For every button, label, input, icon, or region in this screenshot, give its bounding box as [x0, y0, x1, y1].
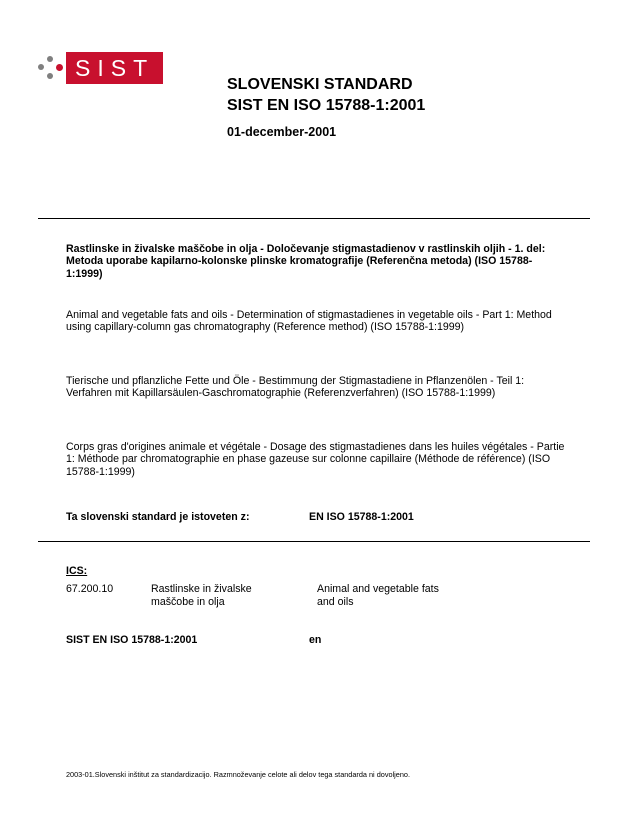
- logo-dot-icon: [47, 56, 53, 62]
- title-slovenian: Rastlinske in živalske maščobe in olja - Določevanje stigmastadienov v rastlinskih oljih - 1. del: Metoda uporabe kapilarno-kolonske plinske kromatografije (Referenčna metoda) (ISO 15788-1:1999): [66, 243, 546, 280]
- ics-en-line1: Animal and vegetable fats: [317, 583, 439, 595]
- divider-bottom: [38, 541, 590, 542]
- title-french: Corps gras d'origines animale et végétale - Dosage des stigmastadienes dans les huiles végétales - Partie 1: Méthode par chromatographie en phase gazeuse sur colonne capillaire (Méthode de référence) (ISO 15788-1:1999): [66, 441, 565, 478]
- title-german: Tierische und pflanzliche Fette und Öle - Bestimmung der Stigmastadiene in Pflanzenölen - Teil 1: Verfahren mit Kapillarsäulen-Gaschromatographie (Referenzverfahren) (ISO 15788-1:1999): [66, 375, 525, 400]
- ics-code: 67.200.10: [66, 583, 114, 595]
- sist-logo: [38, 52, 168, 84]
- standard-id: SIST EN ISO 15788-1:2001: [227, 97, 426, 114]
- standard-date: 01-december-2001: [227, 125, 337, 139]
- footer-notice: 2003-01.Slovenski inštitut za standardizacijo. Razmnoževanje celote ali delov tega standarda ni dovoljeno.: [66, 770, 410, 779]
- title-english: Animal and vegetable fats and oils - Determination of stigmastadienes in vegetable oils - Part 1: Method using capillary-column gas chromatography (Reference method) (ISO 15788-1:1999): [66, 309, 552, 334]
- identical-value: EN ISO 15788-1:2001: [309, 511, 414, 523]
- logo-dot-icon: [38, 64, 44, 70]
- standard-type: SLOVENSKI STANDARD: [227, 76, 413, 93]
- logo-dot-icon: [47, 73, 53, 79]
- identical-label: Ta slovenski standard je istoveten z:: [66, 511, 250, 523]
- ics-sl-line2: maščobe in olja: [151, 596, 225, 608]
- ics-heading: ICS:: [66, 565, 88, 577]
- divider-top: [38, 218, 590, 219]
- logo-dot-icon: [56, 64, 63, 71]
- bottom-standard-id: SIST EN ISO 15788-1:2001: [66, 634, 198, 646]
- ics-en-line2: and oils: [317, 596, 354, 608]
- logo-text: SIST: [66, 52, 163, 84]
- bottom-language: en: [309, 634, 322, 646]
- ics-sl-line1: Rastlinske in živalske: [151, 583, 252, 595]
